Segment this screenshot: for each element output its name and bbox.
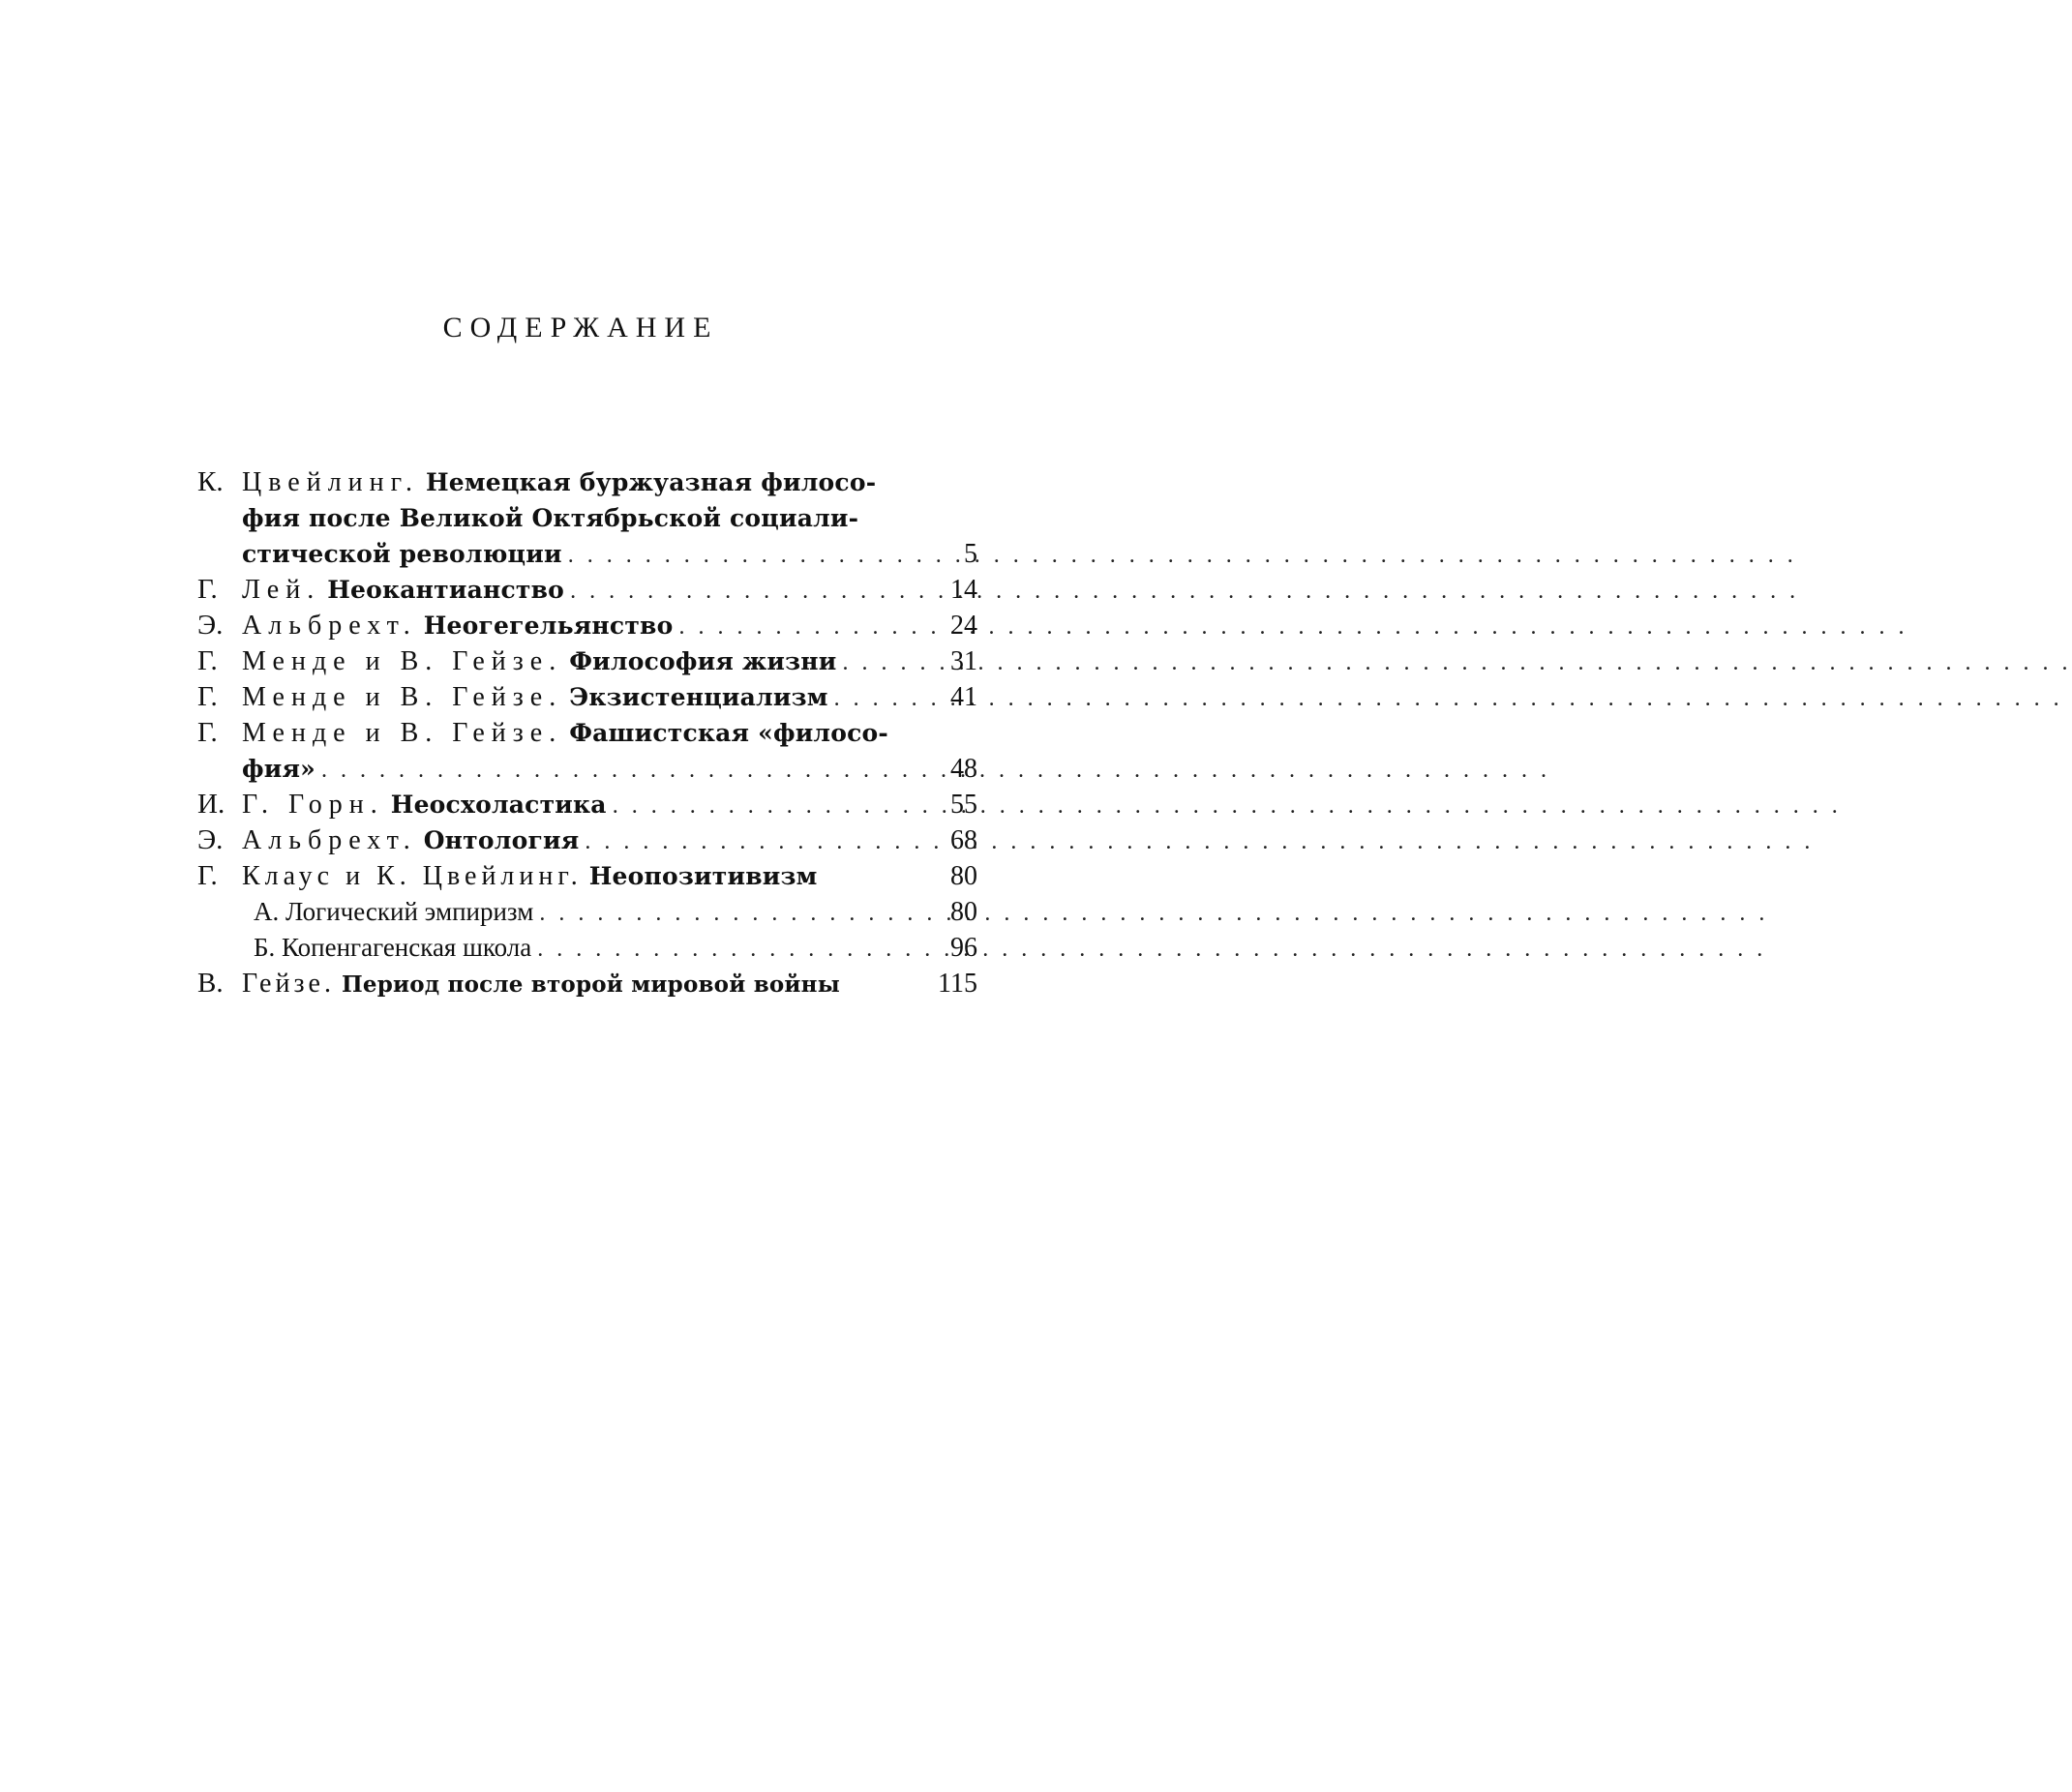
page-number: 48: [950, 754, 977, 784]
page-number: 55: [950, 790, 977, 820]
page-number: 24: [950, 611, 977, 641]
author-initial: И.: [197, 789, 225, 820]
toc-entry[interactable]: [197, 858, 977, 894]
toc-entry[interactable]: [197, 643, 977, 679]
page-number: 68: [950, 825, 977, 855]
chapter-title: Фашистская «филосо-: [569, 719, 889, 747]
dot-leader: [321, 753, 929, 789]
page-number: 80: [950, 897, 977, 927]
chapter-title-continued: фия»: [242, 755, 315, 783]
dot-leader: [585, 824, 929, 860]
table-of-contents: [197, 464, 977, 1001]
toc-subentry[interactable]: [197, 930, 977, 966]
author-name: Менде и В. Гейзе.: [242, 682, 563, 712]
author-name: Альбрехт.: [242, 825, 417, 855]
author-initial: Э.: [197, 610, 224, 641]
chapter-title: Философия жизни: [569, 647, 837, 675]
toc-entry[interactable]: [197, 715, 977, 787]
author-initial: В.: [197, 968, 224, 999]
section-title: Б. Копенгагенская школа: [254, 933, 532, 962]
dot-leader: [570, 574, 929, 610]
chapter-title: Период после второй мировой войны: [341, 971, 840, 998]
page-number: 41: [950, 682, 977, 712]
toc-entry[interactable]: [197, 464, 977, 572]
page-number: 31: [950, 646, 977, 676]
author-initial: Г.: [197, 860, 218, 891]
dot-leader: [678, 610, 929, 645]
chapter-title-continued: стической революции: [242, 540, 562, 568]
author-name: Г. Горн.: [242, 790, 384, 820]
dot-leader: [834, 681, 929, 717]
chapter-title-continued: фия после Великой Октябрьской социали-: [242, 504, 859, 532]
author-initial: Г.: [197, 681, 218, 712]
author-name: Менде и В. Гейзе.: [242, 646, 563, 676]
author-name: Менде и В. Гейзе.: [242, 718, 563, 748]
dot-leader: [568, 538, 929, 574]
toc-subentry[interactable]: [197, 894, 977, 930]
page-number: 115: [938, 969, 977, 999]
author-name: Гейзе.: [242, 969, 335, 999]
chapter-title: Неосхоластика: [390, 791, 607, 819]
toc-entry[interactable]: [197, 608, 977, 643]
chapter-title: Неопозитивизм: [588, 862, 818, 890]
page-number: 80: [950, 861, 977, 891]
chapter-title: Неогегельянство: [423, 612, 674, 640]
author-name: Альбрехт.: [242, 611, 417, 641]
toc-entry[interactable]: [197, 966, 977, 1001]
toc-entry[interactable]: [197, 787, 977, 822]
author-initial: К.: [197, 466, 224, 497]
page-number: 5: [964, 539, 977, 569]
chapter-title: Немецкая буржуазная филосо-: [425, 468, 877, 496]
toc-entry[interactable]: [197, 679, 977, 715]
section-title: А. Логический эмпиризм: [254, 897, 534, 926]
page-number: 14: [950, 575, 977, 605]
author-name: Лей.: [242, 575, 321, 605]
dot-leader: [613, 789, 929, 824]
author-initial: Г.: [197, 645, 218, 676]
author-initial: Г.: [197, 574, 218, 605]
dot-leader: [537, 932, 929, 968]
page-number: 96: [950, 933, 977, 963]
chapter-title: Неокантианство: [327, 576, 565, 604]
toc-entry[interactable]: [197, 822, 977, 858]
author-name: Цвейлинг.: [242, 467, 419, 497]
dot-leader: [843, 645, 929, 681]
dot-leader: [539, 896, 929, 932]
toc-entry[interactable]: [197, 572, 977, 608]
author-initial: Э.: [197, 824, 224, 855]
author-name: Клаус и К. Цвейлинг.: [242, 861, 583, 891]
chapter-title: Онтология: [423, 826, 580, 854]
chapter-title: Экзистенциализм: [569, 683, 828, 711]
page-title: СОДЕРЖАНИЕ: [442, 312, 719, 343]
author-initial: Г.: [197, 717, 218, 748]
